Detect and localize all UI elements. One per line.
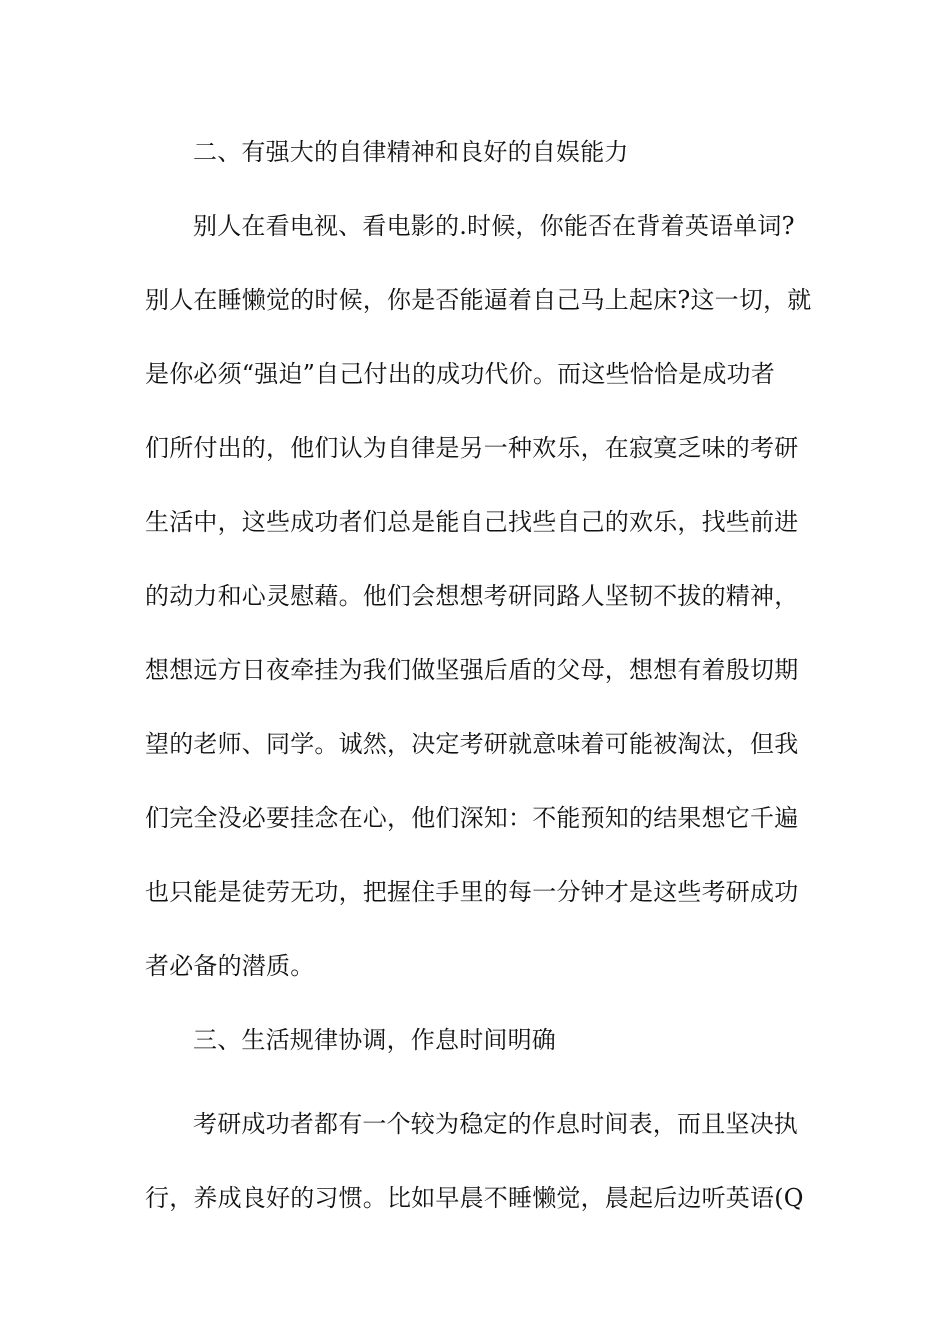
- paragraph-line: 行，养成良好的习惯。比如早晨不睡懒觉，晨起后边听英语(Q: [145, 1184, 804, 1212]
- paragraph-line: 也只能是徒劳无功，把握住手里的每一分钟才是这些考研成功: [145, 878, 799, 906]
- paragraph-line: 者必备的潜质。: [145, 952, 315, 980]
- paragraph-line: 们所付出的，他们认为自律是另一种欢乐，在寂寞乏味的考研: [145, 434, 799, 462]
- paragraph-line: 生活中，这些成功者们总是能自己找些自己的欢乐，找些前进: [145, 508, 799, 536]
- paragraph-line: 考研成功者都有一个较为稳定的作息时间表，而且坚决执: [193, 1110, 798, 1138]
- section-heading-2: 二、有强大的自律精神和良好的自娱能力: [193, 138, 629, 166]
- paragraph-line: 想想远方日夜牵挂为我们做坚强后盾的父母，想想有着殷切期: [145, 656, 799, 684]
- paragraph-line: 望的老师、同学。诚然，决定考研就意味着可能被淘汰，但我: [145, 730, 799, 758]
- paragraph-line: 别人在看电视、看电影的.时候，你能否在背着英语单词?: [193, 212, 795, 240]
- paragraph-line: 的动力和心灵慰藉。他们会想想考研同路人坚韧不拔的精神，: [145, 582, 799, 610]
- paragraph-line: 别人在睡懒觉的时候，你是否能逼着自己马上起床?这一切，就: [145, 286, 812, 314]
- section-heading-3: 三、生活规律协调，作息时间明确: [193, 1026, 556, 1054]
- paragraph-line: 们完全没必要挂念在心，他们深知：不能预知的结果想它千遍: [145, 804, 799, 832]
- paragraph-line: 是你必须“强迫”自己付出的成功代价。而这些恰恰是成功者: [145, 360, 775, 388]
